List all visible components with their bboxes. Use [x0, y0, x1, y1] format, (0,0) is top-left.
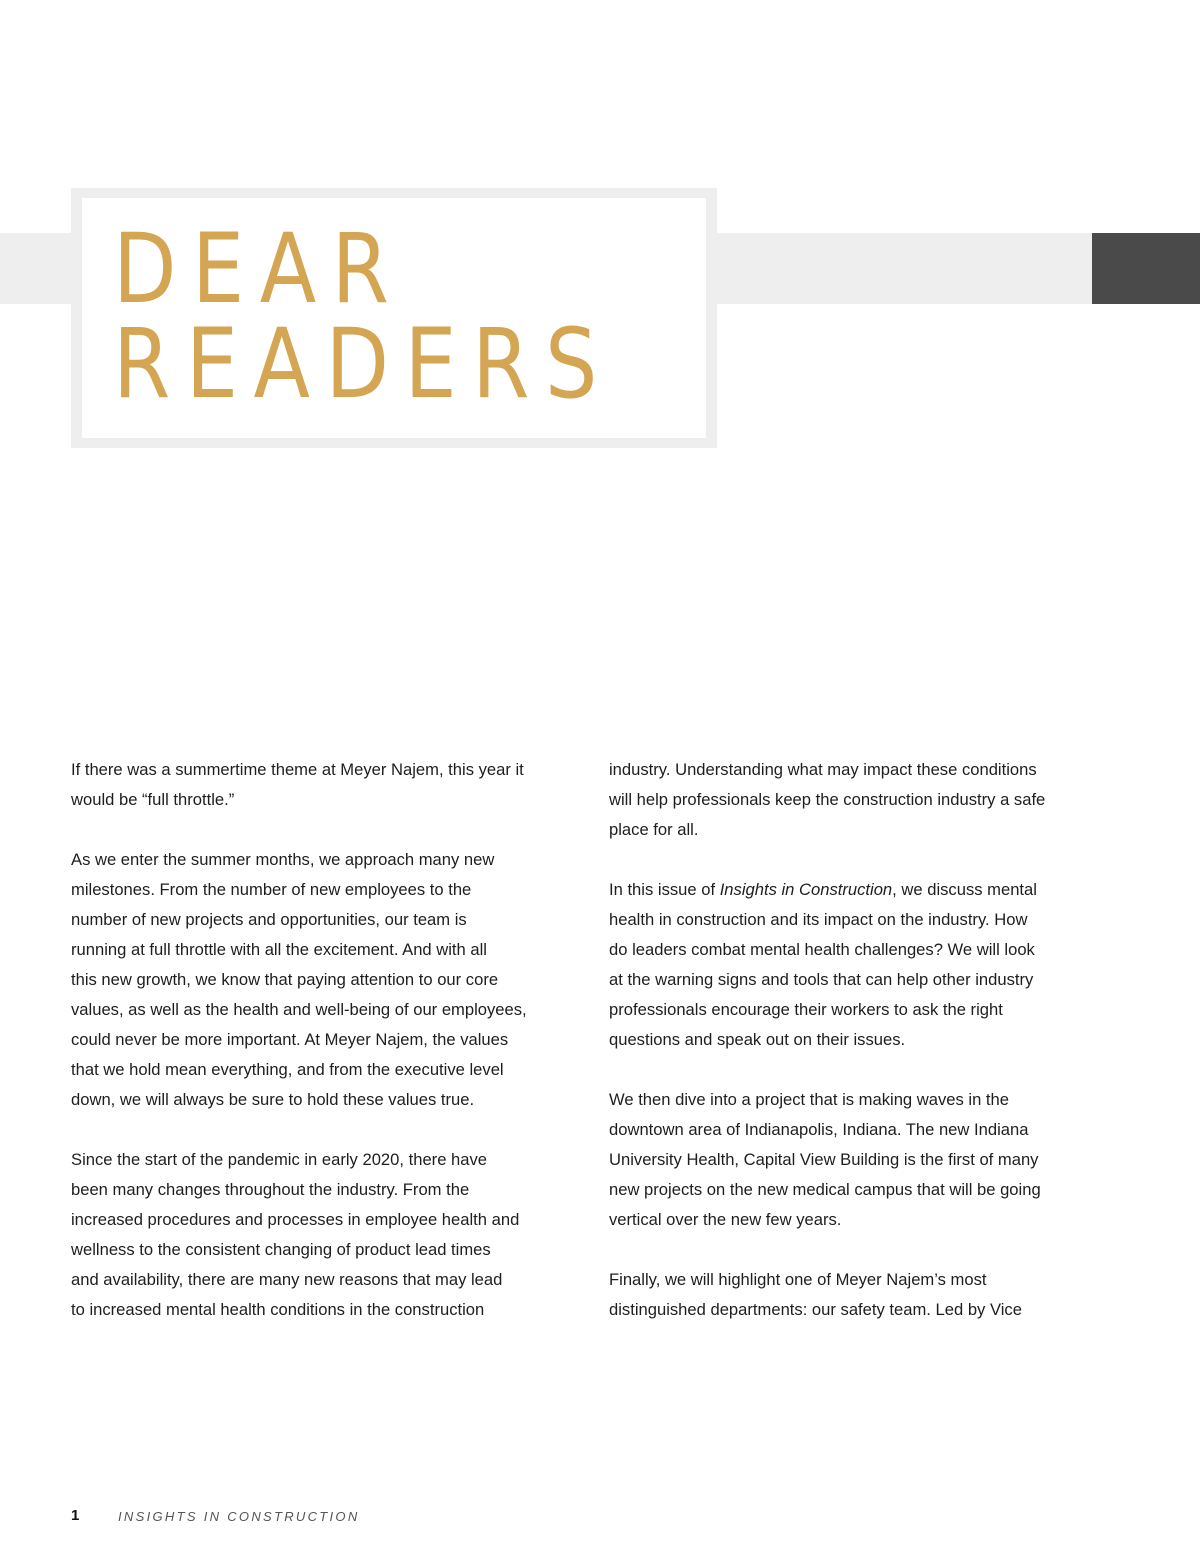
text-line: will help professionals keep the construction industry a safe — [609, 790, 1046, 809]
text-line: place for all. — [609, 820, 699, 839]
right-column — [609, 755, 1109, 1355]
text-line: number of new projects and opportunities, our team is — [71, 910, 467, 929]
text-segment: , we discuss mental — [892, 880, 1037, 899]
text-line: at the warning signs and tools that can help other industry — [609, 970, 1034, 989]
text-line: values, as well as the health and well-being of our employees, — [71, 1000, 527, 1019]
text-line — [609, 875, 1109, 905]
paragraph — [71, 845, 571, 1115]
paragraph — [71, 755, 571, 815]
text-line: to increased mental health conditions in the construction — [71, 1300, 485, 1319]
text-line: downtown area of Indianapolis, Indiana. The new Indiana — [609, 1120, 1029, 1139]
text-line: would be “full throttle.” — [71, 790, 235, 809]
text-line: could never be more important. At Meyer Najem, the values — [71, 1030, 509, 1049]
paragraph — [609, 1265, 1109, 1325]
text-segment: In this issue of — [609, 880, 720, 899]
text-line: As we enter the summer months, we approach many new — [71, 850, 495, 869]
page-number: 1 — [71, 1507, 80, 1524]
text-line: Finally, we will highlight one of Meyer Najem’s most — [609, 1270, 987, 1289]
text-line: this new growth, we know that paying attention to our core — [71, 970, 499, 989]
text-line: University Health, Capital View Building is the first of many — [609, 1150, 1039, 1169]
text-line: increased procedures and processes in employee health and — [71, 1210, 520, 1229]
text-line: health in construction and its impact on the industry. How — [609, 910, 1028, 929]
paragraph — [609, 1085, 1109, 1235]
page-title-line-2: READERS — [113, 308, 613, 420]
text-line: wellness to the consistent changing of product lead times — [71, 1240, 491, 1259]
publication-name: INSIGHTS IN CONSTRUCTION — [118, 1509, 360, 1524]
text-line: and availability, there are many new reasons that may lead — [71, 1270, 503, 1289]
text-line: distinguished departments: our safety team. Led by Vice — [609, 1300, 1022, 1319]
text-line: down, we will always be sure to hold these values true. — [71, 1090, 475, 1109]
page-title-line-1: DEAR — [113, 213, 405, 325]
text-line: that we hold mean everything, and from the executive level — [71, 1060, 504, 1079]
text-line: industry. Understanding what may impact these conditions — [609, 760, 1037, 779]
text-line: running at full throttle with all the excitement. And with all — [71, 940, 487, 959]
text-line: vertical over the new few years. — [609, 1210, 842, 1229]
left-column — [71, 755, 571, 1355]
paragraph — [609, 755, 1109, 845]
text-line: We then dive into a project that is making waves in the — [609, 1090, 1009, 1109]
text-line: If there was a summertime theme at Meyer Najem, this year it — [71, 760, 524, 779]
header-band-accent — [1092, 233, 1200, 304]
paragraph — [71, 1145, 571, 1325]
text-line: Since the start of the pandemic in early 2020, there have — [71, 1150, 488, 1169]
paragraph — [609, 875, 1109, 1055]
text-line: milestones. From the number of new employees to the — [71, 880, 472, 899]
text-line: professionals encourage their workers to ask the right — [609, 1000, 1003, 1019]
text-line: new projects on the new medical campus that will be going — [609, 1180, 1041, 1199]
text-line: been many changes throughout the industry. From the — [71, 1180, 470, 1199]
text-line: do leaders combat mental health challenges? We will look — [609, 940, 1035, 959]
publication-title: Insights in Construction — [719, 880, 893, 899]
text-line: questions and speak out on their issues. — [609, 1030, 906, 1049]
